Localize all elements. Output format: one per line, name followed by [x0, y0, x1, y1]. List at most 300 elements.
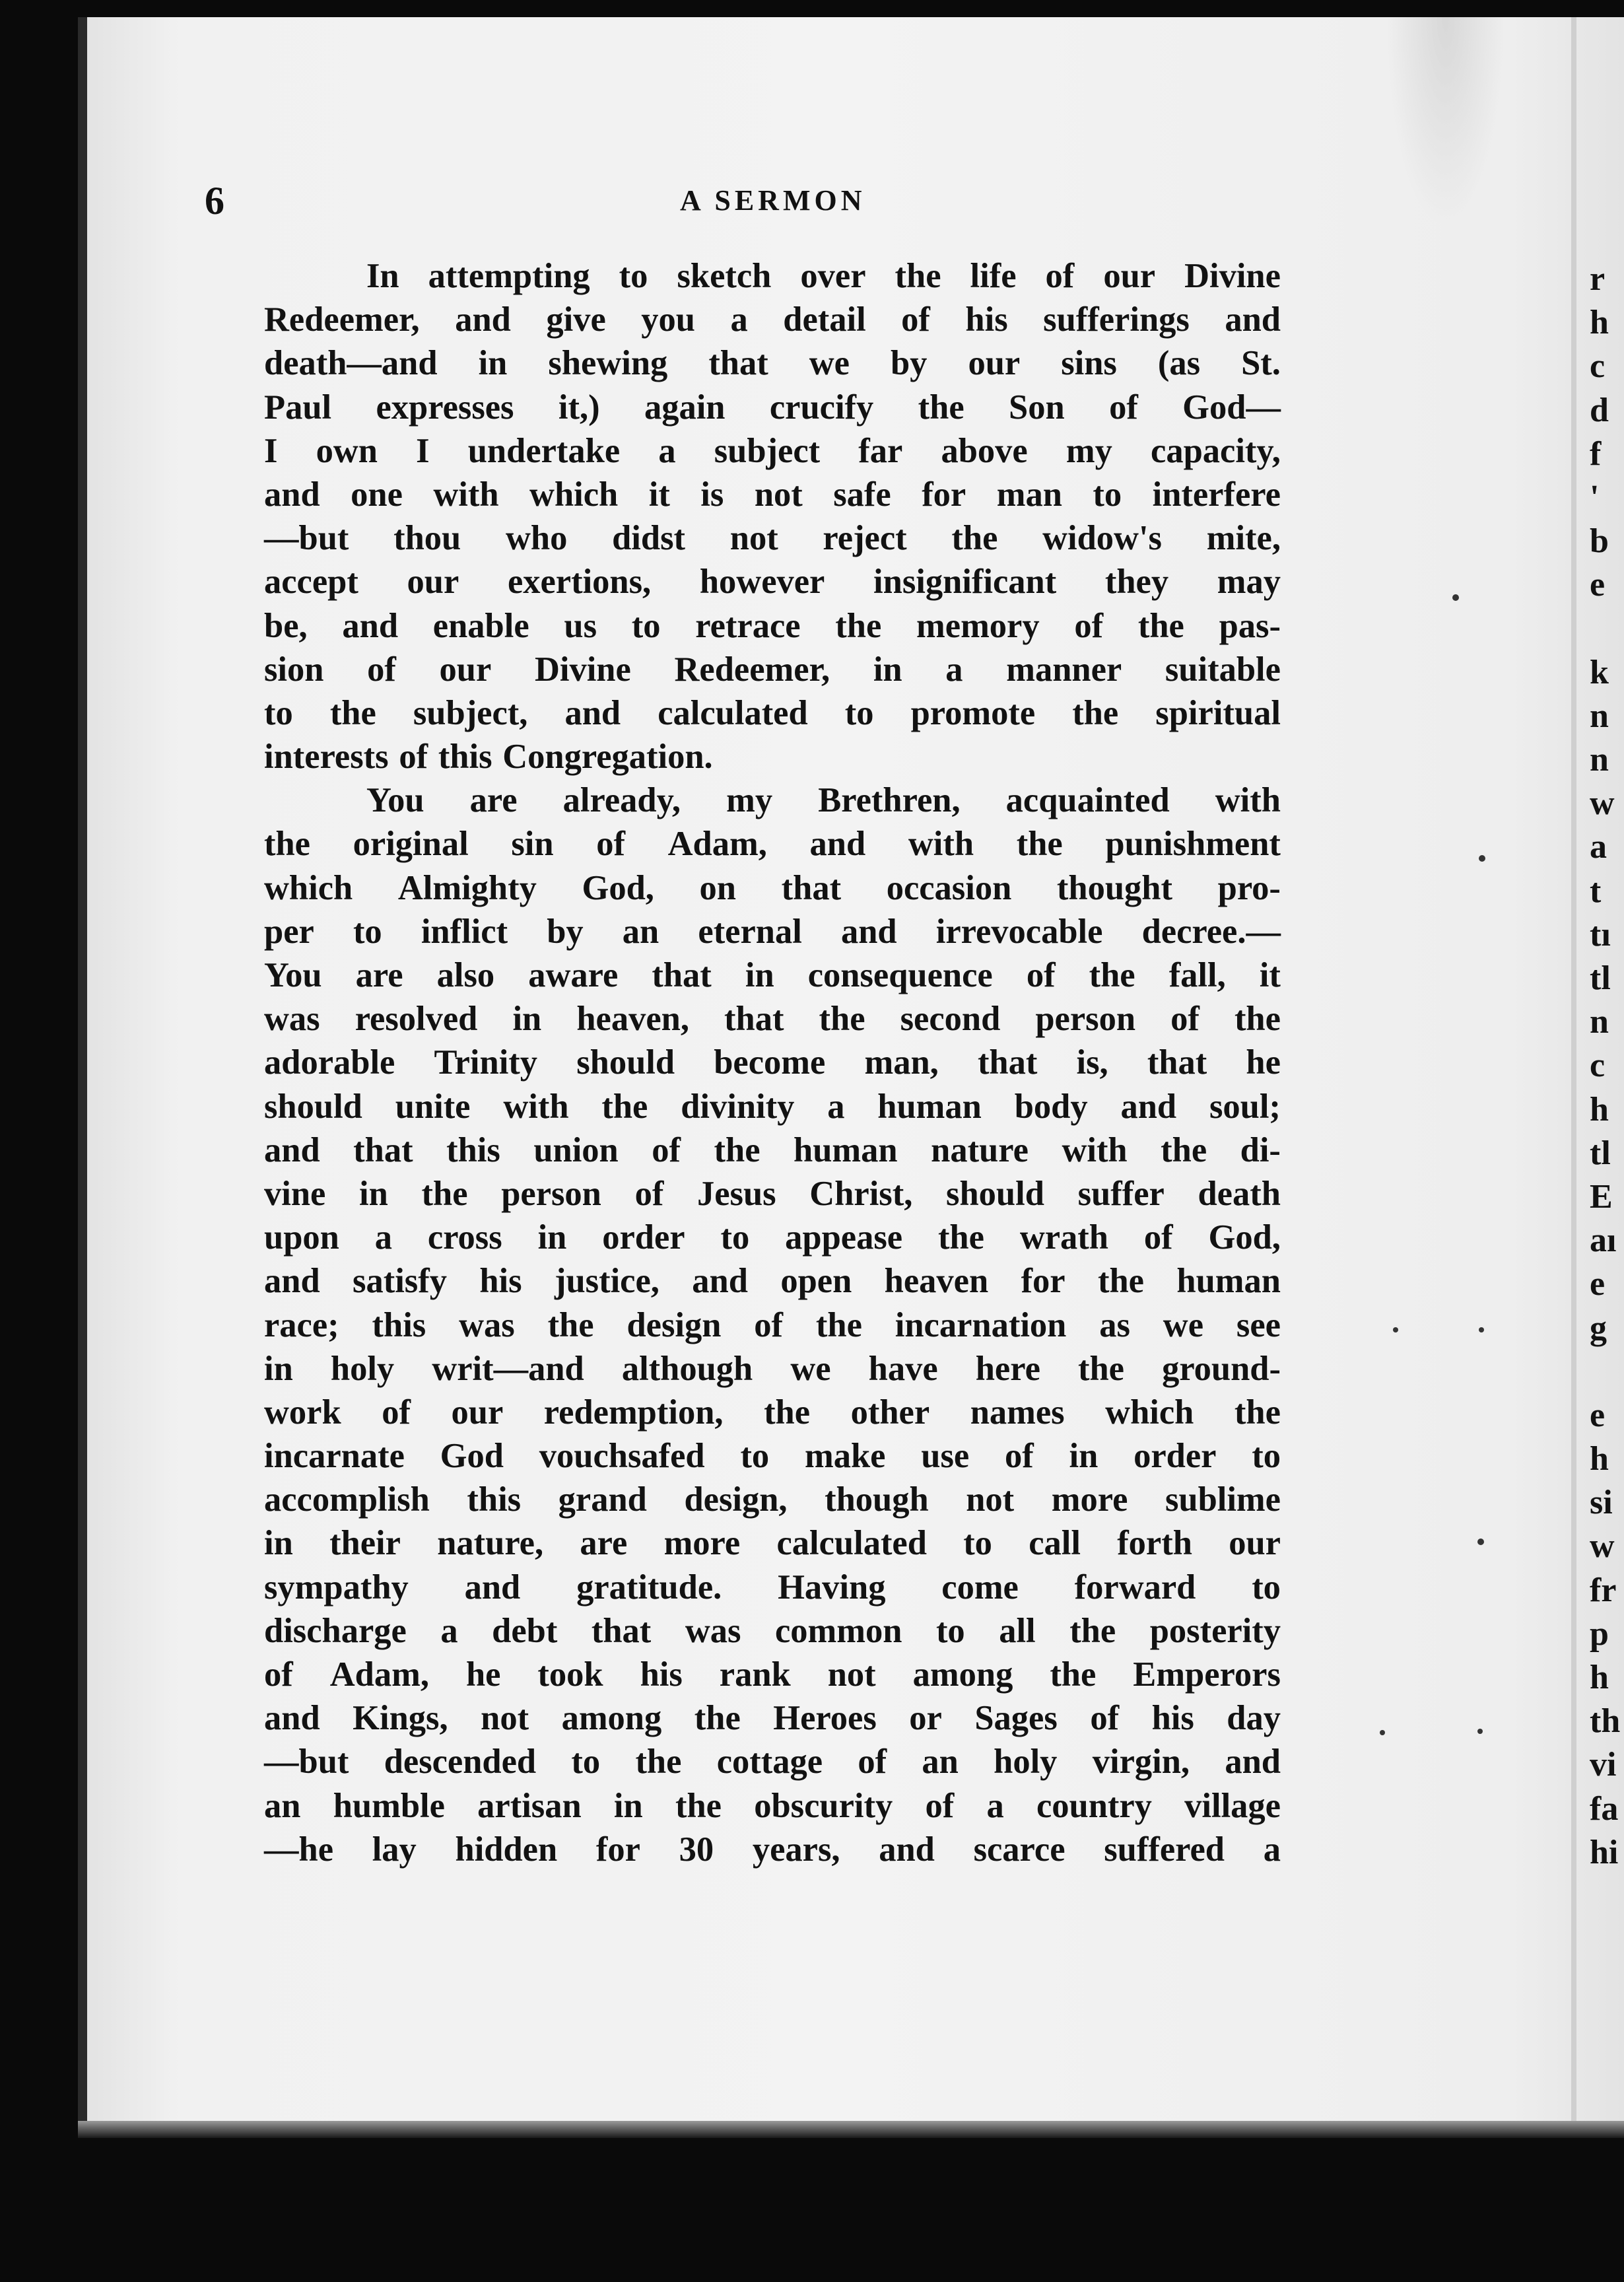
word: St.: [1241, 344, 1281, 383]
page-bottom-edge: [78, 2121, 1624, 2138]
word: a: [730, 300, 748, 339]
word: the: [1072, 693, 1119, 732]
word: the: [1069, 1611, 1116, 1650]
word: the: [1234, 1000, 1281, 1039]
word: scarce: [973, 1830, 1066, 1869]
word: village: [1184, 1786, 1281, 1825]
word: his: [1151, 1699, 1194, 1738]
word: was: [264, 1000, 320, 1039]
text-line: [264, 1391, 1281, 1434]
ink-speck: [1452, 594, 1459, 601]
word: posterity: [1149, 1611, 1281, 1650]
word: life: [970, 257, 1017, 295]
word: the: [764, 1393, 811, 1432]
word: divinity: [681, 1087, 795, 1126]
ink-speck: [1477, 1729, 1483, 1734]
word: have: [868, 1349, 938, 1388]
text-line: [264, 1696, 1281, 1740]
word: again: [644, 388, 726, 427]
facing-page-fragment: h: [1590, 304, 1609, 342]
word: sympathy: [264, 1568, 409, 1607]
word: and: [264, 1262, 320, 1301]
word: far: [858, 431, 903, 470]
facing-page-fragment: th: [1590, 1702, 1621, 1741]
text-line: [264, 1216, 1281, 1259]
text-line: [264, 1478, 1281, 1521]
word: the: [1137, 606, 1184, 645]
word: holy: [994, 1743, 1058, 1781]
word: day: [1227, 1699, 1281, 1738]
facing-page-fragment: r: [1590, 260, 1606, 298]
text-line: [264, 1434, 1281, 1478]
word: retrace: [695, 606, 801, 645]
word: the: [421, 1174, 468, 1213]
word: inflict: [421, 912, 508, 951]
word: accept: [264, 563, 358, 602]
word: the: [937, 1218, 984, 1257]
facing-page-fragment: E: [1590, 1177, 1613, 1216]
word: heaven: [884, 1262, 989, 1301]
word: nature,: [437, 1524, 544, 1563]
facing-page-fragment: d: [1590, 391, 1609, 429]
word: the: [547, 1305, 594, 1344]
word: is: [700, 475, 724, 514]
word: and: [879, 1830, 935, 1869]
word: and: [264, 1699, 320, 1738]
word: that: [1147, 1043, 1207, 1082]
word: resolved: [355, 1000, 478, 1039]
word: the: [329, 693, 376, 732]
word: suitable: [1165, 650, 1281, 689]
text-line: [264, 429, 1281, 473]
word: to: [935, 1611, 965, 1650]
word: death: [1198, 1174, 1281, 1213]
word: suffered: [1104, 1830, 1225, 1869]
word: person: [1035, 1000, 1136, 1039]
word: our: [1229, 1524, 1281, 1563]
word: by: [890, 344, 928, 383]
word: of: [858, 1743, 887, 1781]
word: his: [479, 1262, 522, 1301]
word: however: [699, 563, 825, 602]
word: over: [800, 257, 866, 295]
word: In: [366, 257, 399, 295]
word: come: [941, 1568, 1019, 1607]
word: person: [501, 1174, 601, 1213]
text-line: [264, 822, 1281, 866]
word: and: [692, 1262, 748, 1301]
word: common: [774, 1611, 902, 1650]
running-head: [0, 178, 1624, 225]
word: design: [626, 1305, 722, 1344]
word: body: [1014, 1087, 1088, 1126]
word: who: [506, 519, 568, 558]
text-line: [264, 1041, 1281, 1084]
text-line: [264, 735, 1281, 778]
word: Heroes: [773, 1699, 877, 1738]
word: it: [1259, 956, 1281, 994]
word: didst: [612, 519, 686, 558]
word: Paul: [264, 388, 332, 427]
word: they: [1104, 563, 1169, 602]
word: writ—and: [432, 1349, 584, 1388]
word: You: [264, 956, 322, 994]
word: to: [353, 912, 382, 951]
word: Emperors: [1133, 1655, 1281, 1694]
facing-page-fragment: tı: [1590, 915, 1611, 953]
word: in: [873, 650, 902, 689]
facing-page-fragment: c: [1590, 347, 1606, 386]
word: use: [921, 1437, 970, 1476]
word: widow's: [1042, 519, 1162, 558]
page-gutter: [1571, 17, 1576, 2124]
word: in: [512, 1000, 542, 1039]
word: descended: [384, 1743, 537, 1781]
word: of: [399, 738, 428, 777]
word: we: [809, 344, 850, 383]
word: and: [809, 825, 866, 864]
word: one: [351, 475, 403, 514]
word: death—and: [264, 344, 438, 383]
text-line: [264, 560, 1281, 604]
word: subject,: [413, 693, 528, 732]
word: and: [1225, 1743, 1281, 1781]
word: consequence: [807, 956, 993, 994]
word: lay: [372, 1830, 417, 1869]
word: the: [951, 519, 998, 558]
word: though: [825, 1480, 929, 1519]
word: in: [264, 1524, 293, 1563]
word: to: [619, 257, 648, 295]
word: to: [963, 1524, 992, 1563]
word: call: [1029, 1524, 1081, 1563]
word: satisfy: [353, 1262, 447, 1301]
word: we: [1163, 1305, 1204, 1344]
ink-speck: [1477, 1539, 1484, 1545]
word: (as: [1157, 344, 1201, 383]
word: also: [436, 956, 495, 994]
word: virgin,: [1092, 1743, 1190, 1781]
word: make: [804, 1437, 886, 1476]
word: forward: [1074, 1568, 1196, 1607]
word: adorable: [264, 1043, 395, 1082]
word: design,: [684, 1480, 788, 1519]
word: an: [622, 912, 660, 951]
word: obscurity: [754, 1786, 893, 1825]
word: exertions,: [507, 563, 652, 602]
word: forth: [1117, 1524, 1192, 1563]
word: to: [264, 693, 293, 732]
word: here: [975, 1349, 1040, 1388]
word: debt: [492, 1611, 558, 1650]
word: the: [835, 606, 882, 645]
word: unite: [395, 1087, 471, 1126]
word: with: [433, 475, 499, 514]
word: hidden: [455, 1830, 558, 1869]
word: are: [355, 956, 403, 994]
word: of: [1170, 1000, 1200, 1039]
word: Redeemer,: [264, 300, 420, 339]
word: with: [1215, 781, 1281, 820]
word: accomplish: [264, 1480, 430, 1519]
facing-page-fragment: vi: [1590, 1746, 1617, 1784]
word: —he: [264, 1830, 333, 1869]
word: to: [720, 1218, 750, 1257]
word: reject: [823, 519, 907, 558]
facing-page-fragments: [1590, 258, 1624, 1875]
text-line: [264, 1303, 1281, 1347]
word: manner: [1006, 650, 1122, 689]
word: sublime: [1165, 1480, 1281, 1519]
word: he: [465, 1655, 501, 1694]
word: of: [1090, 1699, 1120, 1738]
word: insignificant: [873, 563, 1057, 602]
word: in: [1069, 1437, 1099, 1476]
word: Having: [778, 1568, 886, 1607]
word: and: [342, 606, 399, 645]
word: should: [946, 1174, 1044, 1213]
word: for: [1021, 1262, 1066, 1301]
word: to: [1093, 475, 1122, 514]
word: of: [264, 1655, 293, 1694]
word: see: [1236, 1305, 1281, 1344]
word: for: [922, 475, 966, 514]
word: Redeemer,: [674, 650, 830, 689]
facing-page-fragment: tl: [1590, 1134, 1611, 1172]
text-line: [264, 866, 1281, 910]
word: the: [1161, 1130, 1207, 1169]
word: interfere: [1152, 475, 1281, 514]
text-line: [264, 254, 1281, 298]
word: thought: [1056, 868, 1172, 907]
word: the: [1089, 956, 1135, 994]
word: acquainted: [1005, 781, 1170, 820]
word: sin: [511, 825, 554, 864]
word: of: [367, 650, 396, 689]
word: God,: [582, 868, 654, 907]
facing-page-fragment: [1590, 1350, 1624, 1394]
word: heaven,: [576, 1000, 689, 1039]
word: Divine: [534, 650, 631, 689]
text-line: [264, 691, 1281, 735]
word: are: [580, 1524, 628, 1563]
word: that: [353, 1130, 413, 1169]
facing-page-fragment: h: [1590, 1440, 1609, 1478]
word: the: [635, 1743, 682, 1781]
word: above: [941, 431, 1028, 470]
word: the: [1050, 1655, 1097, 1694]
word: the: [264, 825, 310, 864]
facing-page-fragment: n: [1590, 697, 1609, 735]
word: and: [1120, 1087, 1177, 1126]
word: of: [634, 1174, 664, 1213]
word: union: [533, 1130, 619, 1169]
word: human: [877, 1087, 982, 1126]
word: grand: [558, 1480, 647, 1519]
word: order: [1133, 1437, 1217, 1476]
word: human: [794, 1130, 898, 1169]
word: that: [977, 1043, 1038, 1082]
ink-speck: [1479, 855, 1485, 862]
text-line: [264, 997, 1281, 1041]
word: it: [648, 475, 670, 514]
ink-speck: [1393, 1327, 1398, 1332]
word: other: [850, 1393, 930, 1432]
word: I: [416, 431, 430, 470]
word: us: [564, 606, 597, 645]
text-line: [264, 386, 1281, 429]
facing-page-fragment: a: [1590, 828, 1607, 866]
word: in: [537, 1218, 567, 1257]
facing-page-fragment: t: [1590, 872, 1602, 910]
word: you: [641, 300, 695, 339]
word: vouchsafed: [539, 1437, 705, 1476]
word: —but: [264, 519, 349, 558]
word: is,: [1076, 1043, 1108, 1082]
facing-page-fragment: tl: [1590, 959, 1611, 997]
facing-page-fragment: fa: [1590, 1789, 1619, 1828]
word: own: [316, 431, 378, 470]
word: become: [714, 1043, 826, 1082]
word: human: [1176, 1262, 1281, 1301]
word: this: [467, 1480, 522, 1519]
text-line: [264, 1259, 1281, 1303]
word: irrevocable: [935, 912, 1103, 951]
word: man: [996, 475, 1062, 514]
word: the: [815, 1305, 862, 1344]
word: I: [264, 431, 278, 470]
word: You: [366, 781, 424, 820]
word: Jesus: [696, 1174, 776, 1213]
word: the: [601, 1087, 648, 1126]
word: our: [1103, 257, 1156, 295]
word: of: [596, 825, 625, 864]
word: the: [694, 1699, 741, 1738]
running-title: A SERMON: [680, 184, 866, 217]
word: in: [478, 344, 508, 383]
word: the: [819, 1000, 865, 1039]
text-line: [264, 516, 1281, 560]
word: not: [729, 519, 778, 558]
word: 30: [679, 1830, 714, 1869]
word: a: [945, 650, 963, 689]
word: Brethren,: [818, 781, 961, 820]
word: eternal: [698, 912, 802, 951]
facing-page-fragment: p: [1590, 1614, 1609, 1653]
word: not: [827, 1655, 876, 1694]
word: work: [264, 1393, 341, 1432]
facing-page-fragment: e: [1590, 1265, 1606, 1303]
word: in: [264, 1349, 293, 1388]
word: promote: [910, 693, 1036, 732]
word: our: [968, 344, 1021, 383]
word: by: [547, 912, 584, 951]
word: as: [1099, 1305, 1130, 1344]
word: calculated: [776, 1524, 927, 1563]
word: with: [908, 825, 974, 864]
word: decree.—: [1141, 912, 1281, 951]
word: my: [1066, 431, 1112, 470]
word: should: [576, 1043, 675, 1082]
word: subject: [714, 431, 821, 470]
word: of: [652, 1130, 681, 1169]
word: the: [1234, 1393, 1281, 1432]
word: humble: [333, 1786, 445, 1825]
word: a: [440, 1611, 458, 1650]
word: aware: [528, 956, 619, 994]
word: expresses: [376, 388, 514, 427]
word: fall,: [1168, 956, 1226, 994]
word: of: [925, 1786, 955, 1825]
word: of: [1004, 1437, 1034, 1476]
word: that: [724, 1000, 784, 1039]
word: occasion: [886, 868, 1012, 907]
word: his: [965, 300, 1008, 339]
word: sufferings: [1043, 300, 1190, 339]
word: suffer: [1077, 1174, 1165, 1213]
word: should: [264, 1087, 362, 1126]
word: rank: [719, 1655, 791, 1694]
facing-page-fragment: e: [1590, 566, 1606, 604]
word: vine: [264, 1174, 326, 1213]
word: detail: [783, 300, 866, 339]
text-line: [264, 1653, 1281, 1696]
word: and: [464, 1568, 521, 1607]
page-number: 6: [205, 179, 224, 223]
text-line: [264, 1085, 1281, 1128]
word: Divine: [1184, 257, 1281, 295]
word: and: [264, 1130, 320, 1169]
text-line: [264, 1828, 1281, 1871]
word: in: [613, 1786, 643, 1825]
word: his: [640, 1655, 683, 1694]
word: open: [780, 1262, 852, 1301]
word: and: [264, 475, 320, 514]
word: attempting: [428, 257, 590, 295]
text-line: [264, 1521, 1281, 1565]
word: sion: [264, 650, 324, 689]
facing-page-fragment: h: [1590, 1659, 1609, 1696]
word: mite,: [1206, 519, 1281, 558]
sermon-text: [264, 254, 1281, 1871]
word: of: [1109, 388, 1138, 427]
word: he: [1246, 1043, 1281, 1082]
word: pro-: [1217, 868, 1281, 907]
word: enable: [432, 606, 529, 645]
facing-page-fragment: n: [1590, 741, 1609, 779]
text-line: [264, 604, 1281, 648]
word: nature: [931, 1130, 1029, 1169]
word: cross: [427, 1218, 502, 1257]
word: second: [900, 1000, 1001, 1039]
word: more: [1051, 1480, 1128, 1519]
facing-page-fragment: b: [1590, 522, 1609, 561]
word: crucify: [769, 388, 874, 427]
word: with: [503, 1087, 569, 1126]
word: incarnation: [895, 1305, 1067, 1344]
word: or: [909, 1699, 942, 1738]
word: this: [446, 1130, 500, 1169]
word: may: [1217, 563, 1281, 602]
word: of: [754, 1305, 784, 1344]
text-line: [264, 778, 1281, 822]
word: the: [895, 257, 941, 295]
word: ground-: [1162, 1349, 1281, 1388]
word: which: [264, 868, 353, 907]
word: not: [754, 475, 803, 514]
text-line: [264, 1609, 1281, 1653]
word: our: [407, 563, 459, 602]
